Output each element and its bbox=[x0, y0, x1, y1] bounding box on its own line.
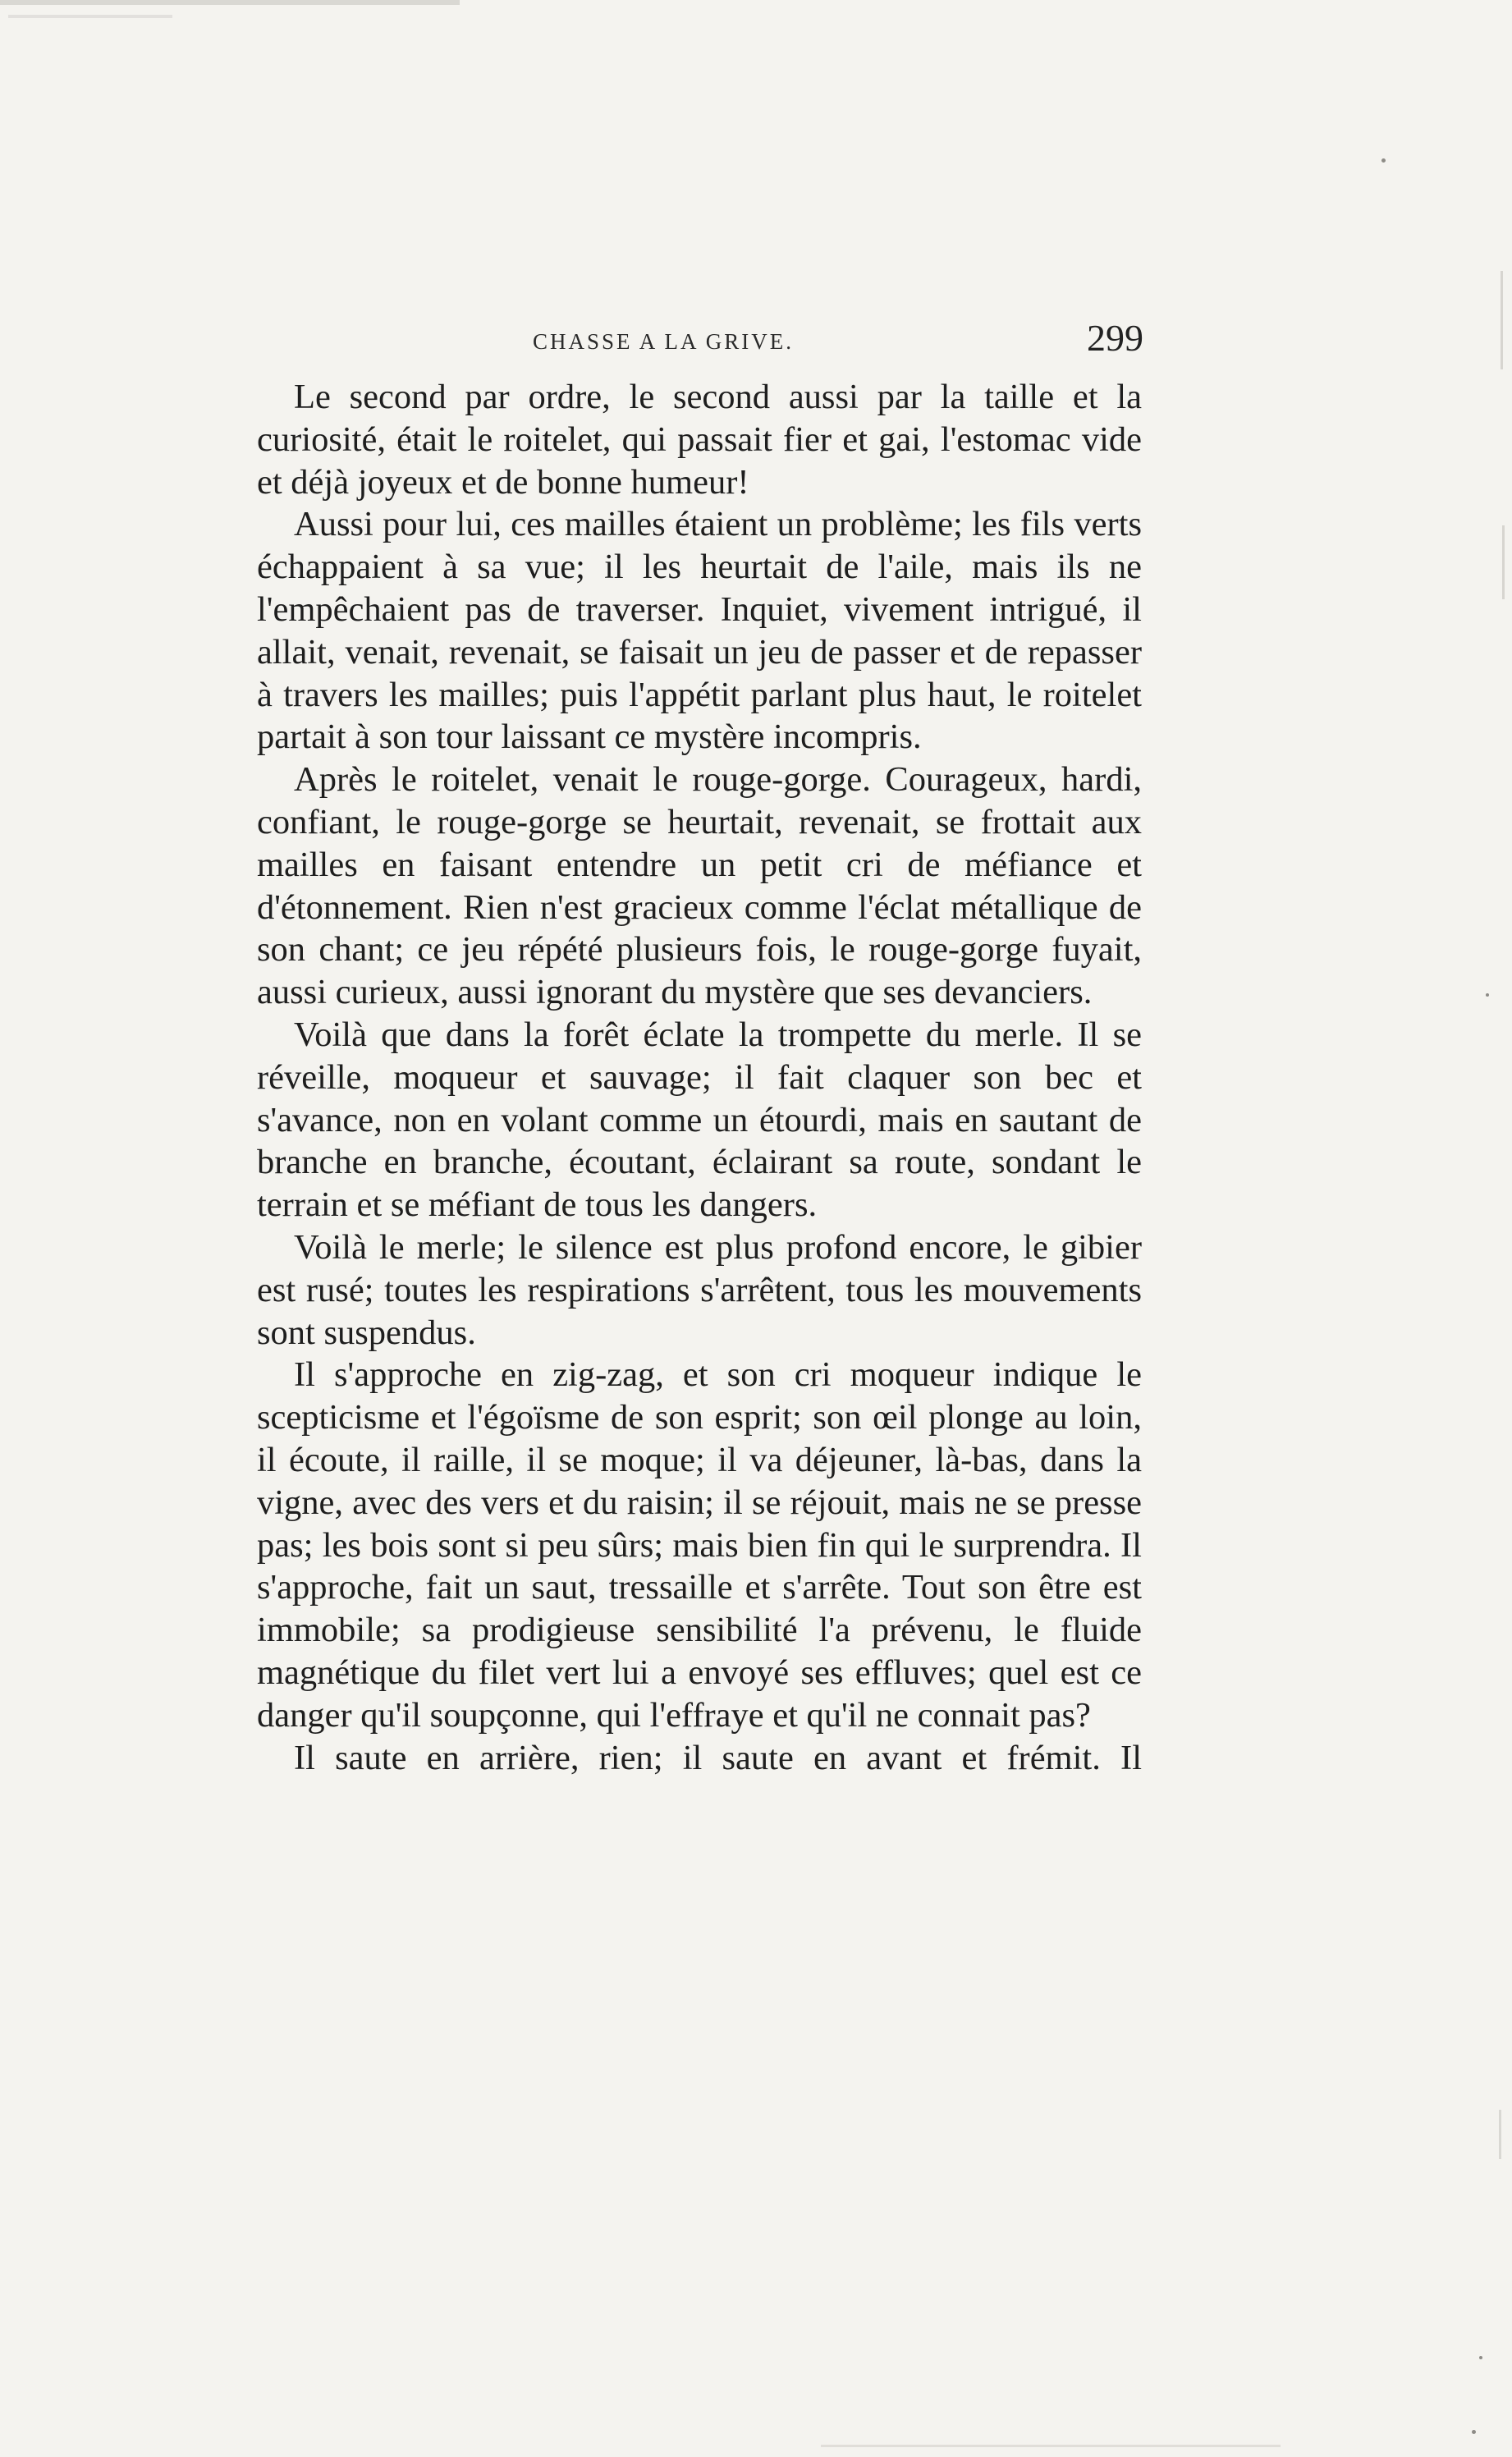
scan-speck bbox=[1472, 2430, 1476, 2434]
scan-edge-mark bbox=[8, 15, 172, 18]
scan-edge-mark bbox=[1501, 271, 1503, 369]
scan-edge-mark bbox=[1499, 2110, 1501, 2159]
paragraph: Il saute en arrière, rien; il saute en avant et frémit. Il bbox=[294, 1738, 1142, 1777]
scan-speck bbox=[1486, 993, 1489, 997]
page-number: 299 bbox=[1087, 317, 1143, 359]
paragraph: Voilà que dans la forêt éclate la trompette du merle. Il se réveille, moqueur et sauvage; il fait claquer son bec et s'avance, non en volant comme un étourdi, mais en sautant de branche en branche, écoutant, éclairant sa route, sondant le terrain et se méfiant de tous les dangers. bbox=[257, 1015, 1142, 1225]
body-text bbox=[257, 376, 1142, 1779]
running-title: CHASSE A LA GRIVE. bbox=[533, 329, 795, 354]
paragraph: Après le roitelet, venait le rouge-gorge. Courageux, hardi, confiant, le rouge-gorge se heurtait, revenait, se frottait aux mailles en faisant entendre un petit cri de méfiance et d'étonnement. Rien n'est gracieux comme l'éclat métallique de son chant; ce jeu répété plusieurs fois, le rouge-gorge fuyait, aussi curieux, aussi ignorant du mystère que ses devanciers. bbox=[257, 760, 1142, 1012]
page-header bbox=[257, 316, 1143, 365]
paragraph: Aussi pour lui, ces mailles étaient un problème; les fils verts échappaient à sa vue; il les heurtait de l'aile, mais ils ne l'empêchaient pas de traverser. Inquiet, vivement intrigué, il allait, venait, revenait, se faisait un jeu de passer et de repasser à travers les mailles; puis l'appétit parlant plus haut, le roitelet partait à son tour laissant ce mystère incompris. bbox=[257, 505, 1142, 757]
paragraph: Il s'approche en zig-zag, et son cri moqueur indique le scepticisme et l'égoïsme de son esprit; son œil plonge au loin, il écoute, il raille, il se moque; il va déjeuner, là-bas, dans la vigne, avec des vers et du raisin; il se réjouit, mais ne se presse pas; les bois sont si peu sûrs; mais bien fin qui le surprendra. Il s'approche, fait un saut, tressaille et s'arrête. Tout son être est immobile; sa prodigieuse sensibilité l'a prévenu, le fluide magnétique du filet vert lui a envoyé ses effluves; quel est ce danger qu'il soupçonne, qui l'effraye et qu'il ne connait pas? bbox=[257, 1355, 1142, 1735]
scan-speck bbox=[1381, 158, 1386, 163]
scan-edge-mark bbox=[821, 2445, 1281, 2447]
paragraph: Le second par ordre, le second aussi par la taille et la curiosité, était le roitelet, qui passait fier et gai, l'estomac vide et déjà joyeux et de bonne humeur! bbox=[257, 378, 1142, 502]
scan-speck bbox=[1479, 2356, 1482, 2359]
scan-edge-mark bbox=[0, 0, 460, 5]
paragraph: Voilà le merle; le silence est plus profond encore, le gibier est rusé; toutes les respirations s'arrêtent, tous les mouvements sont suspendus. bbox=[257, 1227, 1142, 1352]
scan-edge-mark bbox=[1502, 525, 1505, 599]
